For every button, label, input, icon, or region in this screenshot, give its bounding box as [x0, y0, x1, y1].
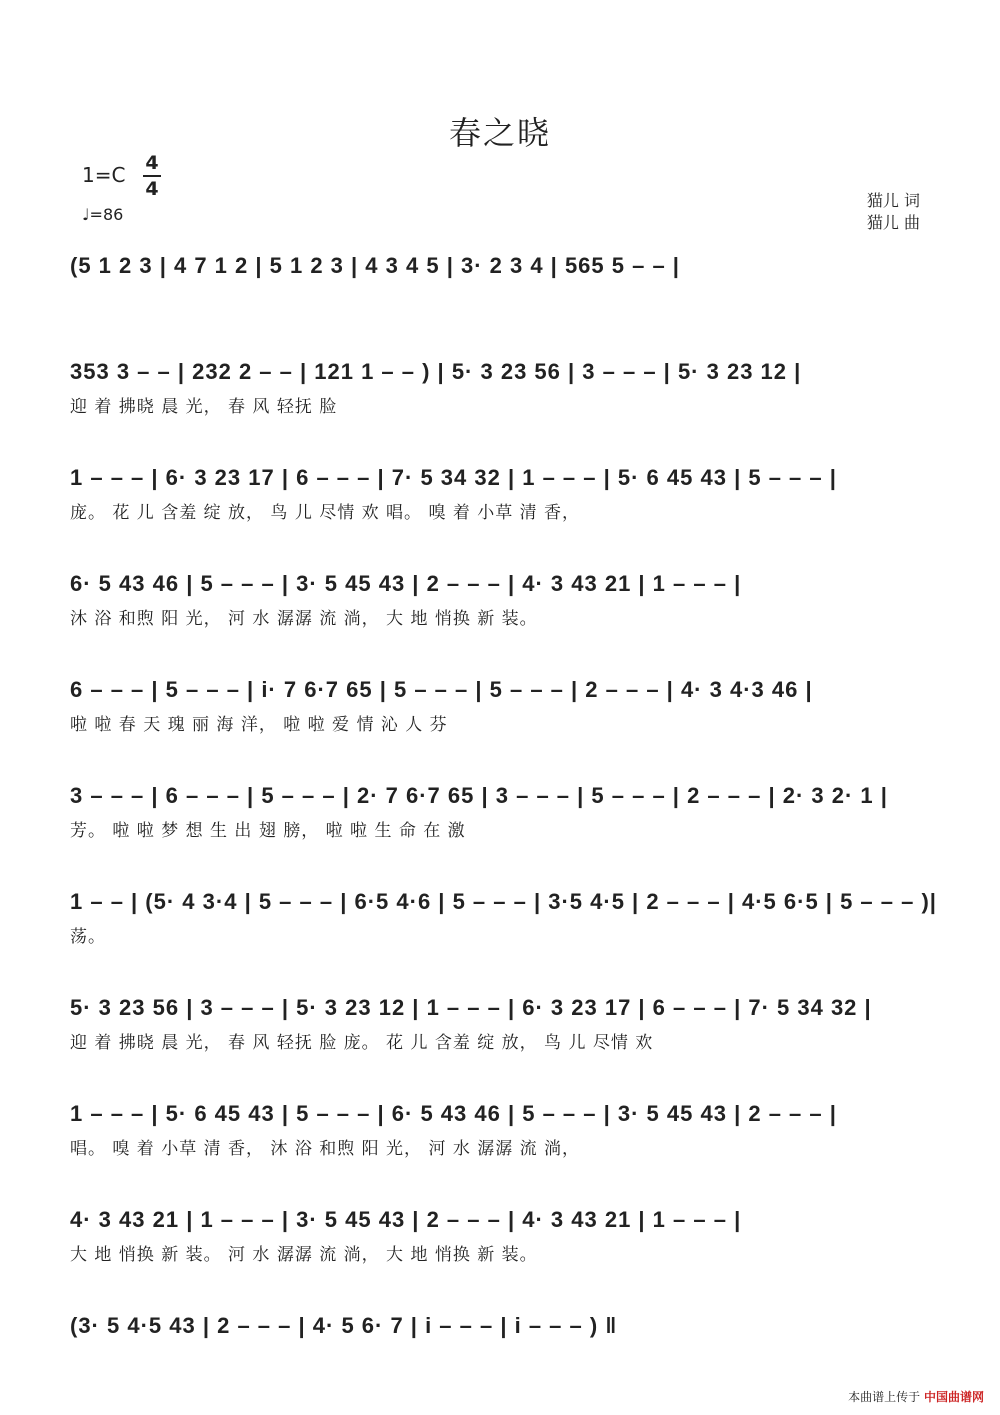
meter-bar	[143, 175, 161, 177]
score-row	[70, 352, 930, 442]
time-signature	[143, 153, 161, 199]
notation-line: 3 – – – | 6 – – – | 5 – – – | 2· 7 6·7 65 | 3 – – – | 5 – – – | 2 – – – | 2· 3 2· 1 |	[70, 783, 888, 808]
lyrics-line: 庞。 花 儿 含羞 绽 放， 鸟 儿 尽情 欢 唱。 嗅 着 小草 清 香，	[70, 503, 581, 523]
notation-line: 5· 3 23 56 | 3 – – – | 5· 3 23 12 | 1 – – – | 6· 3 23 17 | 6 – – – | 7· 5 34 32 |	[70, 995, 872, 1020]
lyrics-line: 迎 着 拂晓 晨 光， 春 风 轻抚 脸 庞。 花 儿 含羞 绽 放， 鸟 儿 尽情 欢	[70, 1033, 654, 1053]
score-row	[70, 988, 930, 1078]
score-row	[70, 1094, 930, 1184]
notation-line: 6 – – – | 5 – – – | i· 7 6·7 65 | 5 – – – | 5 – – – | 2 – – – | 4· 3 4·3 46 |	[70, 677, 813, 702]
lyrics-line	[70, 1346, 930, 1376]
score-row	[70, 776, 930, 866]
notation-line: 353 3 – – | 232 2 – – | 121 1 – – ) | 5· 3 23 56 | 3 – – – | 5· 3 23 12 |	[70, 359, 802, 384]
score-row	[70, 1306, 930, 1396]
score-row	[70, 458, 930, 548]
lyrics-line: 唱。 嗅 着 小草 清 香， 沐 浴 和煦 阳 光， 河 水 潺潺 流 淌，	[70, 1139, 581, 1159]
notation-line: (5 1 2 3 | 4 7 1 2 | 5 1 2 3 | 4 3 4 5 | 3· 2 3 4 | 565 5 – – |	[70, 253, 680, 278]
score-row	[70, 564, 930, 654]
notation-line: 6· 5 43 46 | 5 – – – | 3· 5 45 43 | 2 – – – | 4· 3 43 21 | 1 – – – |	[70, 571, 742, 596]
notation-line: 1 – – – | 5· 6 45 43 | 5 – – – | 6· 5 43 46 | 5 – – – | 3· 5 45 43 | 2 – – – |	[70, 1101, 837, 1126]
score-row	[70, 246, 930, 336]
lyrics-line: 荡。	[70, 927, 106, 947]
notation-line: (3· 5 4·5 43 | 2 – – – | 4· 5 6· 7 | i – – – | i – – – ) ‖	[70, 1313, 618, 1338]
score-row	[70, 670, 930, 760]
key-signature: 1=C	[82, 163, 126, 187]
notation-line: 1 – – – | 6· 3 23 17 | 6 – – – | 7· 5 34 32 | 1 – – – | 5· 6 45 43 | 5 – – – |	[70, 465, 837, 490]
site-logo[interactable]: 中国曲谱网	[923, 1390, 984, 1404]
lyrics-line: 沐 浴 和煦 阳 光， 河 水 潺潺 流 淌， 大 地 悄换 新 装。	[70, 609, 538, 629]
score-row	[70, 882, 937, 972]
composer-credit: 猫儿 曲	[866, 213, 920, 232]
meter-top: 4	[145, 152, 159, 174]
lyrics-line: 迎 着 拂晓 晨 光， 春 风 轻抚 脸	[70, 397, 338, 417]
footer	[848, 1388, 984, 1405]
page-title: 春之晓	[448, 114, 551, 152]
footer-text: 本曲谱上传于	[848, 1390, 921, 1404]
lyricist-credit: 猫儿 词	[866, 191, 920, 210]
lyrics-line: 啦 啦 春 天 瑰 丽 海 洋， 啦 啦 爱 情 沁 人 芬	[70, 715, 448, 735]
notation-line: 1 – – | (5· 4 3·4 | 5 – – – | 6·5 4·6 | 5 – – – | 3·5 4·5 | 2 – – – | 4·5 6·5 | 5 – – – )|	[70, 889, 937, 914]
lyrics-line: 芳。 啦 啦 梦 想 生 出 翅 膀， 啦 啦 生 命 在 激	[70, 821, 466, 841]
lyrics-line	[70, 286, 930, 316]
notation-line: 4· 3 43 21 | 1 – – – | 3· 5 45 43 | 2 – – – | 4· 3 43 21 | 1 – – – |	[70, 1207, 742, 1232]
lyrics-line: 大 地 悄换 新 装。 河 水 潺潺 流 淌， 大 地 悄换 新 装。	[70, 1245, 538, 1265]
meter-bottom: 4	[145, 178, 159, 200]
score-row	[70, 1200, 930, 1290]
tempo-marking: ♩=86	[82, 205, 124, 224]
